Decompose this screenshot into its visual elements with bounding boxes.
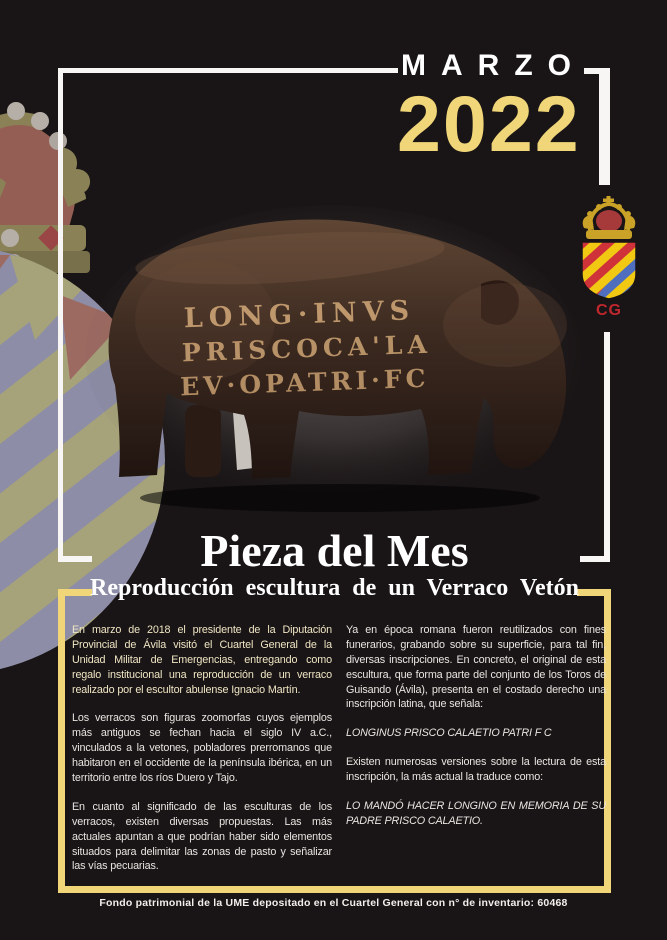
frame-white-top bbox=[58, 68, 398, 73]
latin-inscription-quote: LONGINUS PRISCO CALAETIO PATRI F C bbox=[346, 727, 552, 740]
left-paragraph-2: Los verracos son figuras zoomorfas cuyos ejemplos más antiguos se fechan hacia el siglo IV a.C., vinculados a la vetones, pobladores prerromanos que habitaron en el occidente de la península ibérica, en un territorio entre los ríos Duero y Tajo. bbox=[72, 712, 332, 785]
frame-white-left bbox=[58, 68, 63, 562]
background-crown bbox=[0, 102, 90, 273]
frame-yellow-left bbox=[58, 589, 65, 893]
page-subtitle: Reproducción escultura de un Verraco Vetón bbox=[90, 575, 579, 601]
frame-white-right-bar bbox=[599, 68, 610, 185]
left-paragraph-3: En cuanto al significado de las esculturas de los verracos, existen diversas propuestas. Las más actuales apuntan a que podrían haber sido elementos situados para delimitar las zonas de pasto y señalizar las vías pecuarias. bbox=[72, 800, 332, 873]
crest-cg-label: CG bbox=[596, 302, 622, 319]
body-columns bbox=[72, 623, 606, 888]
inscription-line-2: PRISCOCA'LA bbox=[181, 329, 433, 368]
inscription-line-1: LONG·INVS bbox=[183, 295, 416, 335]
translation-quote: LO MANDÓ HACER LONGINO EN MEMORIA DE SU PADRE PRISCO CALAETIO. bbox=[346, 800, 606, 827]
year-label: 2022 bbox=[397, 79, 581, 168]
page-title: Pieza del Mes bbox=[200, 525, 469, 576]
inscription-line-3: EV·OPATRI·FC bbox=[179, 363, 430, 402]
crest-crown-icon bbox=[583, 196, 636, 239]
inventory-footer: Fondo patrimonial de la UME depositado en el Cuartel General con n° de inventario: 60468 bbox=[99, 897, 568, 909]
right-paragraph-2: Existen numerosas versiones sobre la lectura de esta inscripción, la más actual la traduce como: bbox=[346, 756, 606, 784]
verraco-sculpture-photo bbox=[85, 200, 585, 535]
right-paragraph-1: Ya en época romana fueron reutilizados con fines funerarios, grabando sobre su superficie, para tal fin, diversas inscripciones. En concreto, el original de esta escultura, que forma parte del conjunto de los Toros de Guisando (Ávila), presenta en el costado derecho una inscripción latina, que señala: bbox=[346, 624, 606, 711]
left-paragraph-1: En marzo de 2018 el presidente de la Diputación Provincial de Ávila visitó el Cuartel General de la Unidad Militar de Emergencias, entregando como regalo institucional una reproducción de un verraco realizado por el escultor abulense Ignacio Martín. bbox=[72, 624, 332, 696]
right-column bbox=[346, 623, 606, 888]
crest-shield-icon bbox=[580, 240, 640, 302]
left-column bbox=[72, 623, 332, 888]
month-label: MARZO bbox=[401, 49, 586, 82]
